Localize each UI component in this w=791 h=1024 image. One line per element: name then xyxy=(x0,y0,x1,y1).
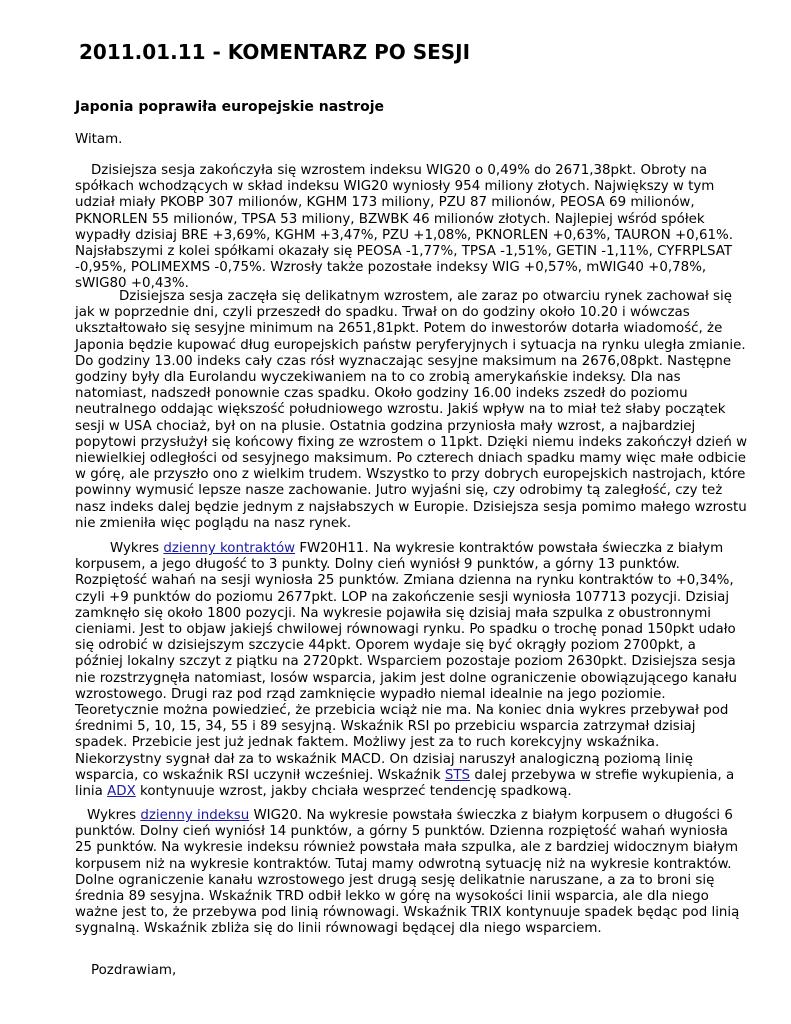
paragraph-text: Wykres xyxy=(110,541,164,556)
sts-link[interactable]: STS xyxy=(444,767,471,783)
paragraph-text: Dzisiejsza sesja zakończyła się wzrostem indeksu WIG20 o 0,49% do 2671,38pkt. Obroty na spółkach wchodzących w skład indeksu WIG20 wyniosły 954 miliony złotych. Największy w tym udział miały PKOBP 307 milionów, KGHM 173 miliony, PZU 87 milionów, PEOSA 69 milionów, PKNORLEN 55 milionów, TPSA 53 miliony, BZWBK 46 milionów złotych. Najlepiej wśród spółek wypadły dzisiaj BRE +3,69%, KGHM +3,47%, PZU +1,08%, PKNORLEN +0,63%, TAURON +0,61%. Najsłabszymi z kolei spółkami okazały się PEOSA -1,77%, TPSA -1,51%, GETIN -1,11%, CYFRPLSAT -0,95%, POLIMEXMS -0,75%. Wzrosły także pozostałe indeksy WIG +0,57%, mWIG40 +0,78%, sWIG80 +0,43%. xyxy=(75,163,733,292)
paragraph-text: Dzisiejsza sesja zaczęła się delikatnym wzrostem, ale zaraz po otwarciu rynek zachował się jak w poprzednie dni, czyli przeszedł do spadku. Trwał on do godziny około 10.20 i wówczas ukształtowało się sesyjne minimum na 2651,81pkt. Potem do inwestorów dotarła wiadomość, że Japonia będzie kupować dług europejskich państw peryferyjnych i sytuacja na rynku uległa zmianie. Do godziny 13.00 indeks cały czas rósł wyznaczając sesyjne maksimum na 2676,08pkt. Następne godziny były dla Eurolandu wyczekiwaniem na to co zrobią amerykańskie indeksy. Dla nas natomiast, nadszedł ponownie czas spadku. Około godziny 16.00 indeks zszedł do poziomu neutralnego oddając większość południowego wzrostu. Jakiś wpływ na to miał też słaby początek sesji w USA chociaż, był on na plusie. Ostatnia godzina przyniosła mały wzrost, a najbardziej popytowi przysłużył się końcowy fixing ze wzrostem o 11pkt. Dzięki niemu indeks zakończył dzień w niewielkiej odległości od sesyjnego maksimum. Po czterech dniach spadku mamy więc małe odbicie w górę, ale przyszło ono z wielkim trudem. Wszystko to przy dobrych europejskich nastrojach, które powinny wymusić lepsze nasze zachowanie. Jutro wyjaśni się, czy odrobimy tą zaległość, czy też nasz indeks dalej będzie jednym z najsłabszych w Europie. Dzisiejsza sesja pomimo małego wzrostu nie zmieniła więc poglądu na nasz rynek. xyxy=(75,289,748,531)
paragraph-session-course xyxy=(75,289,747,532)
paragraph-text: WIG20. Na wykresie powstała świeczka z białym korpusem o długości 6 punktów. Dolny cień wyniósł 14 punktów, a górny 5 punktów. Dzienna rozpiętość wahań wyniosła 25 punktów. Na wykresie indeksu również powstała mała szpulka, ale z bardziej widocznym białym korpusem niż na wykresie kontraktów. Tutaj mamy odwrotną sytuację niż na wykresie kontraktów. Dolne ograniczenie kanału wzrostowego jest drugą sesję delikatnie naruszane, a za to broni się średnia 89 sesyjna. Wskaźnik TRD odbił lekko w górę na wysokości linii wsparcia, ale dla niego ważne jest to, że przebywa pod linią równowagi. Wskaźnik TRIX kontynuuje spadek będąc pod linią sygnalną. Wskaźnik zbliża się do linii równowagi będącej dla niego wsparciem. xyxy=(75,808,740,937)
paragraph-text: kontynuuje wzrost, jakby chciała wesprzeć tendencję spadkową. xyxy=(135,784,572,800)
page-title: 2011.01.11 - KOMENTARZ PO SESJI xyxy=(79,40,471,64)
paragraph-text: dalej przebywa w strefie wykupienia, a linia xyxy=(75,767,735,800)
greeting: Witam. xyxy=(75,132,123,147)
paragraph-session-summary xyxy=(75,163,747,293)
article-headline: Japonia poprawiła europejskie nastroje xyxy=(75,99,385,115)
paragraph-text: FW20H11. Na wykresie kontraktów powstała świeczka z białym korpusem, a jego długość to 3 punkty. Dolny cień wyniósł 9 punktów, a górny 13 punktów. Rozpiętość wahań na sesji wyniosła 25 punktów. Zmiana dzienna na rynku kontraktów to +0,34%, czyli +9 punktów do poziomu 2677pkt. LOP na zakończenie sesji wyniosła 107713 pozycji. Dzisiaj zamknęło się około 1800 pozycji. Na wykresie pojawiła się dzisiaj mała szpulka z obustronnymi cieniami. Jest to objaw jakiejś chwilowej równowagi rynku. Po spadku o trochę ponad 150pkt udało się odrobić w dzisiejszym szczycie 44pkt. Oporem wydaje się być okrągły poziom 2700pkt, a później lokalny szczyt z piątku na 2720pkt. Wsparciem pozostaje poziom 2630pkt. Dzisiejsza sesja nie rozstrzygnęła natomiast, losów wsparcia, jakim jest dolne ograniczenie obowiązującego kanału wzrostowego. Drugi raz pod rząd zamknięcie wypadło niemal idealnie na jego poziomie. Teoretycznie można powiedzieć, że przebicia wciąż nie ma. Na koniec dnia wykres przebywał pod średnimi 5, 10, 15, 34, 55 i 89 sesyjną. Wskaźnik RSI po przebiciu wsparcia zatrzymał dzisiaj spadek. Przebicie jest już jednak faktem. Możliwy jest za to ruch korekcyjny wskaźnika. Niekorzystny sygnał dał za to wskaźnik MACD. On dzisiaj naruszył analogiczną poziomą linię wsparcia, co wskaźnik RSI uczynił wcześniej. Wskaźnik xyxy=(75,541,738,783)
paragraph-text: Wykres xyxy=(87,808,141,823)
adx-link[interactable]: ADX xyxy=(107,784,136,800)
futures-chart-link[interactable]: dzienny kontraktów xyxy=(163,541,296,556)
paragraph-index-analysis xyxy=(75,808,747,938)
closing-salutation: Pozdrawiam, xyxy=(91,963,177,978)
index-chart-link[interactable]: dzienny indeksu xyxy=(140,808,250,823)
paragraph-futures-analysis xyxy=(75,541,747,800)
